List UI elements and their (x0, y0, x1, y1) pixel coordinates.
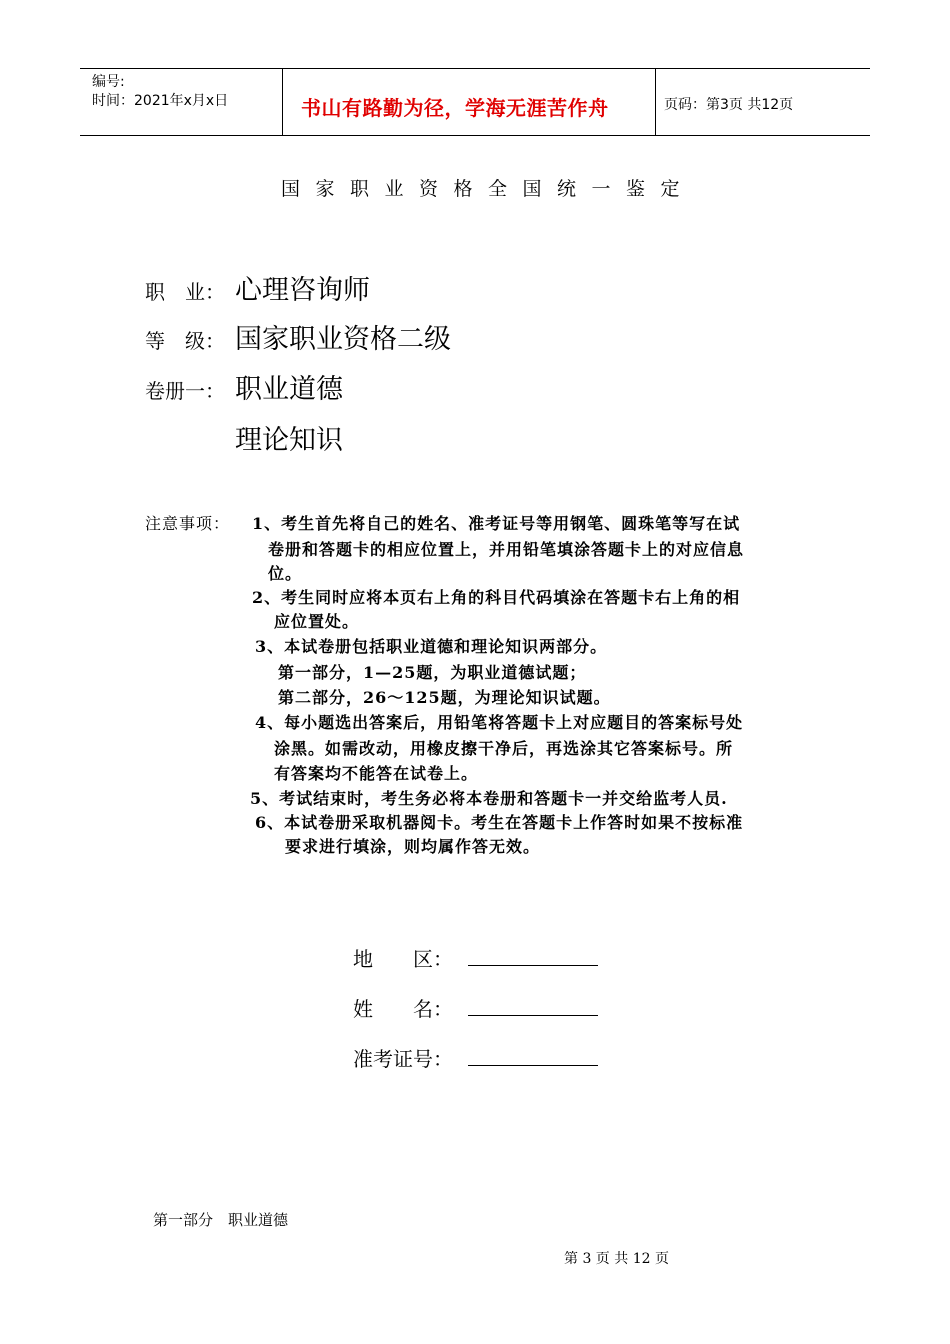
region-label: 地 区： (353, 947, 453, 971)
notice-line: 位。 (268, 564, 303, 583)
number-label: 编号: (92, 74, 125, 90)
ticket-number-label: 准考证号： (353, 1047, 453, 1071)
section-heading: 第一部分 职业道德 (153, 1211, 289, 1229)
level-label: 等 级： (145, 329, 225, 353)
header-bottom-border (80, 135, 870, 136)
ticket-number-blank[interactable] (468, 1065, 598, 1066)
name-label: 姓 名： (353, 997, 453, 1021)
notice-heading: 注意事项： (145, 514, 231, 533)
page-label: 页码：第3页 共12页 (664, 97, 794, 113)
occupation-label: 职 业： (145, 280, 225, 304)
volume-label: 卷册一： (145, 379, 225, 403)
level-value: 国家职业资格二级 (235, 324, 451, 355)
notice-line: 5、考试结束时，考生务必将本卷册和答题卡一并交给监考人员. (250, 789, 728, 808)
notice-line: 涂黑。如需改动，用橡皮擦干净后，再选涂其它答案标号。所 (274, 739, 734, 758)
notice-line: 应位置处。 (274, 612, 360, 631)
header-top-border (80, 68, 870, 69)
volume-value: 职业道德 (235, 374, 343, 405)
region-blank[interactable] (468, 965, 598, 966)
notice-line: 卷册和答题卡的相应位置上，并用铅笔填涂答题卡上的对应信息 (268, 540, 745, 559)
notice-line: 要求进行填涂，则均属作答无效。 (285, 837, 541, 856)
volume-value-2: 理论知识 (235, 425, 343, 456)
notice-line: 有答案均不能答在试卷上。 (274, 764, 479, 783)
notice-line: 6、本试卷册采取机器阅卡。考生在答题卡上作答时如果不按标准 (255, 813, 744, 832)
name-blank[interactable] (468, 1015, 598, 1016)
header-divider-right (655, 68, 656, 136)
exam-title: 国家职业资格全国统一鉴定 (281, 178, 696, 200)
notice-line: 4、每小题选出答案后，用铅笔将答题卡上对应题目的答案标号处 (255, 713, 744, 732)
occupation-value: 心理咨询师 (235, 275, 370, 306)
date-label: 时间：2021年x月x日 (92, 93, 229, 109)
notice-line: 2、考生同时应将本页右上角的科目代码填涂在答题卡右上角的相 (252, 588, 741, 607)
notice-line: 第一部分，1—25题，为职业道德试题； (278, 663, 587, 682)
page-footer: 第 3 页 共 12 页 (564, 1251, 669, 1267)
notice-line: 3、本试卷册包括职业道德和理论知识两部分。 (255, 637, 608, 656)
notice-line: 第二部分，26～125题，为理论知识试题。 (278, 688, 611, 707)
motto: 书山有路勤为径，学海无涯苦作舟 (301, 96, 609, 120)
header-divider-left (282, 68, 283, 136)
notice-line: 1、考生首先将自己的姓名、准考证号等用钢笔、圆珠笔等写在试 (252, 514, 741, 533)
